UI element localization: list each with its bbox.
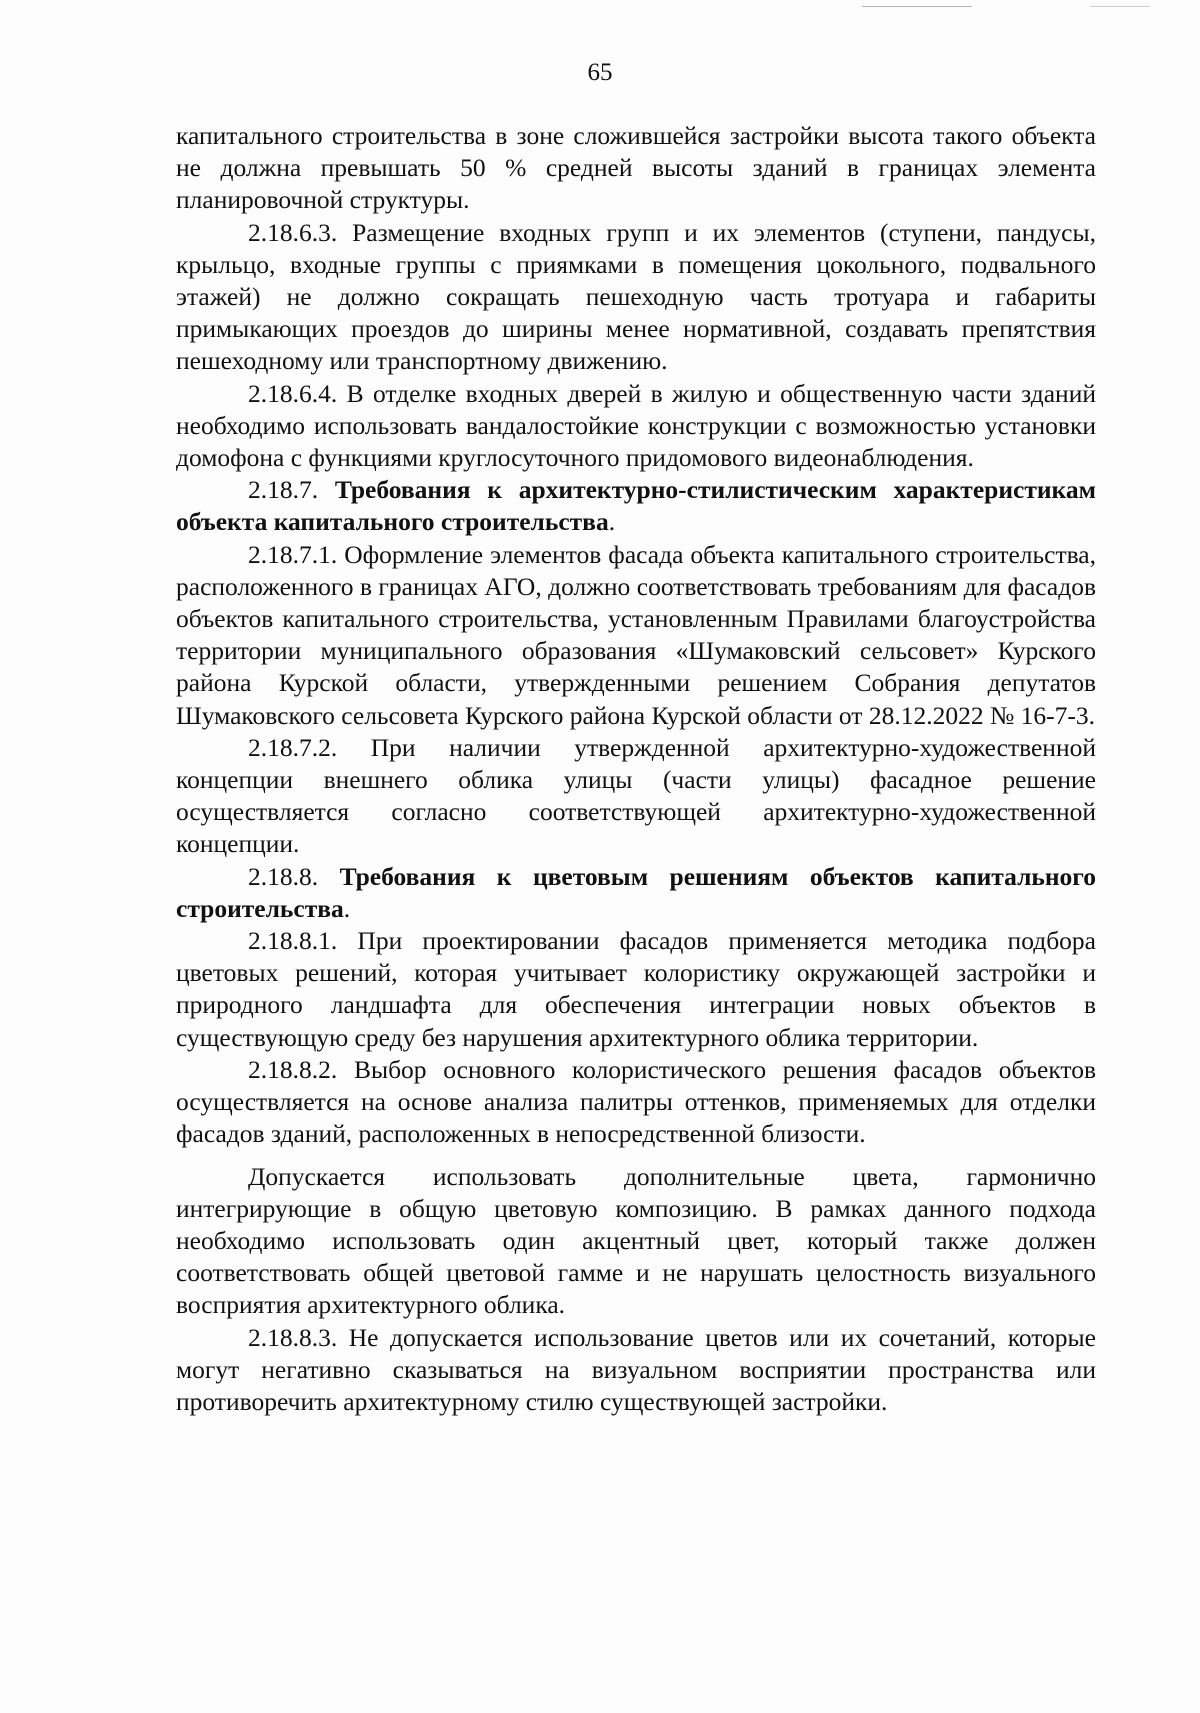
heading-2-18-8 (176, 861, 1096, 925)
heading-period: . (608, 507, 616, 537)
paragraph-2-18-6-3: 2.18.6.3. Размещение входных групп и их элементов (ступени, пандусы, крыльцо, входные группы с приямками в помещения цокольного, подвального этажей) не должно сокращать пешеходную часть тротуара и габариты примыкающих проездов до ширины менее нормативной, создавать препятствия пешеходному или транспортному движению. (176, 217, 1096, 376)
heading-number: 2.18.8. (248, 861, 340, 891)
paragraph-additional-colors: Допускается использовать дополнительные цвета, гармонично интегрирующие в общую цветовую композицию. В рамках данного подхода необходимо использовать один акцентный цвет, который также должен соответствовать общей цветовой гамме и не нарушать целостность визуального восприятия архитектурного облика. (176, 1161, 1096, 1320)
heading-title: Требования к цветовым решениям объектов капитального строительства (176, 861, 1096, 923)
paragraph-continuation: капитального строительства в зоне сложившейся застройки высота такого объекта не должна превышать 50 % средней высоты зданий в границах элемента планировочной структуры. (176, 121, 1096, 215)
heading-period: . (343, 893, 351, 923)
heading-2-18-7 (176, 474, 1096, 538)
page-number: 65 (587, 59, 613, 86)
paragraph-2-18-8-3: 2.18.8.3. Не допускается использование цветов или их сочетаний, которые могут негативно сказываться на визуальном восприятии пространства или противоречить архитектурному стилю существующей застройки. (176, 1322, 1096, 1416)
paragraph-2-18-7-1: 2.18.7.1. Оформление элементов фасада объекта капитального строительства, расположенного в границах АГО, должно соответствовать требованиям для фасадов объектов капитального строительства, установленным Правилами благоустройства территории муниципального образования «Шумаковский сельсовет» Курского района Курской области, утвержденными решением Собрания депутатов Шумаковского сельсовета Курского района Курской области от 28.12.2022 № 16-7-3. (176, 539, 1096, 730)
paragraph-2-18-7-2: 2.18.7.2. При наличии утвержденной архитектурно-художественной концепции внешнего облика улицы (части улицы) фасадное решение осуществляется согласно соответствующей архитектурно-художественной концепции. (176, 732, 1096, 859)
heading-number: 2.18.7. (248, 475, 335, 505)
paragraph-2-18-6-4: 2.18.6.4. В отделке входных дверей в жилую и общественную части зданий необходимо использовать вандалостойкие конструкции с возможностью установки домофона с функциями круглосуточного придомового видеонаблюдения. (176, 378, 1096, 473)
scan-artifact-line (862, 6, 972, 7)
paragraph-2-18-8-1: 2.18.8.1. При проектировании фасадов применяется методика подбора цветовых решений, которая учитывает колористику окружающей застройки и природного ландшафта для обеспечения интеграции новых объектов в существующую среду без нарушения архитектурного облика территории. (176, 926, 1096, 1052)
heading-title: Требования к архитектурно-стилистическим характеристикам объекта капитального строительства (176, 475, 1096, 537)
paragraph-2-18-8-2: 2.18.8.2. Выбор основного колористического решения фасадов объектов осуществляется на основе анализа палитры оттенков, применяемых для отделки фасадов зданий, расположенных в непосредственной близости. (176, 1054, 1096, 1149)
document-body (176, 120, 1096, 1418)
scan-artifact-line (1090, 6, 1150, 7)
